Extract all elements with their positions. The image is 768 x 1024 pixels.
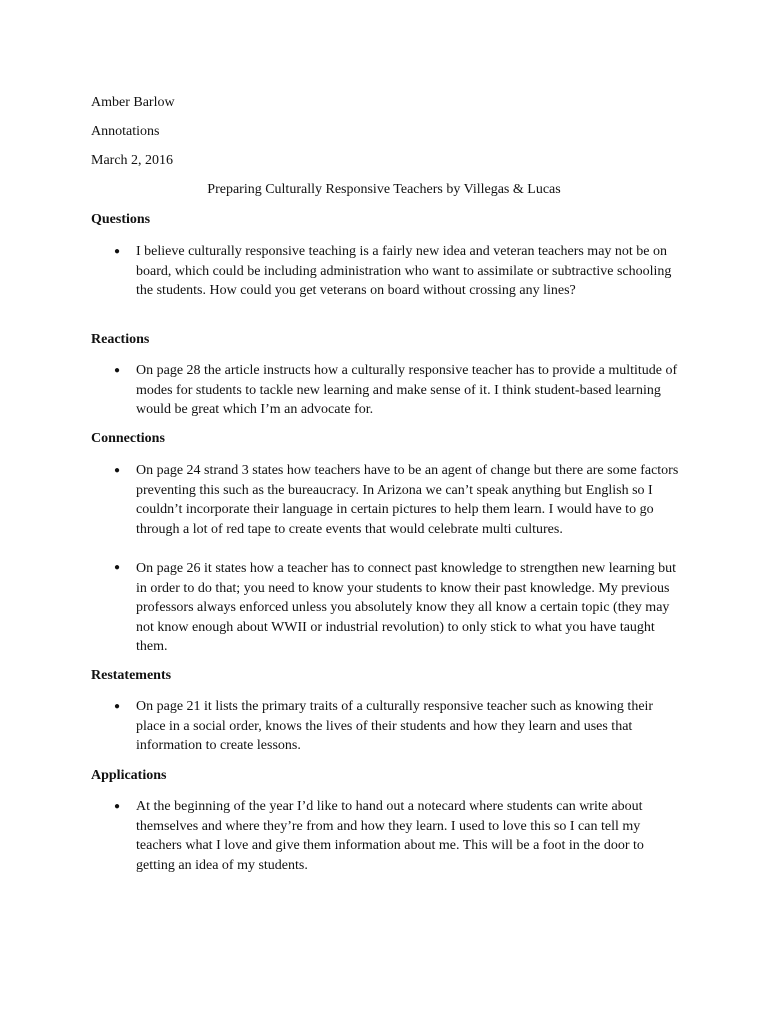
section-heading-reactions: Reactions [91,332,150,347]
section-heading-questions: Questions [91,212,151,227]
section-heading-applications: Applications [91,768,167,783]
bullet-icon: ● [114,562,121,573]
connections-bullet-1: On page 24 strand 3 states how teachers have to be an agent of change but there are some factors preventing this such as the bureaucracy. In Arizona we can’t speak anything but English so I couldn’t incorporate their language in certain pictures to help them learn. I would have to go through a lot of red tape to create events that would celebrate multi cultures. [136,463,679,537]
section-heading-restatements: Restatements [91,668,172,683]
restatements-bullet-1: On page 21 it lists the primary traits of a culturally responsive teacher such as knowing their place in a social order, knows the lives of their students and how they learn and uses that information to create lessons. [136,699,654,754]
section-heading-connections: Connections [91,431,165,446]
applications-bullet-1: At the beginning of the year I’d like to hand out a notecard where students can write about themselves and where they’re from and how they learn. I used to love this so I can tell my teachers what I love and give them information about me. This will be a foot in the door to getting an idea of my students. [136,799,644,873]
bullet-icon: ● [114,365,121,376]
document-title: Preparing Culturally Responsive Teachers by Villegas & Lucas [207,182,561,197]
questions-bullet-1: I believe culturally responsive teaching is a fairly new idea and veteran teachers may not be on board, which could be including administration who want to assimilate or subtractive schooling the students. How could you get veterans on board without crossing any lines? [136,244,672,299]
bullet-icon: ● [114,246,121,257]
document-type: Annotations [91,124,160,139]
author-name: Amber Barlow [91,95,175,110]
bullet-icon: ● [114,465,121,476]
reactions-bullet-1: On page 28 the article instructs how a culturally responsive teacher has to provide a multitude of modes for students to tackle new learning and make sense of it. I think student-based learning would be great which I’m an advocate for. [136,363,678,418]
document-date: March 2, 2016 [91,153,174,168]
bullet-icon: ● [114,801,121,812]
bullet-icon: ● [114,701,121,712]
connections-bullet-2: On page 26 it states how a teacher has to connect past knowledge to strengthen new learning but in order to do that; you need to know your students to know their past knowledge. My previous professors always enforced unless you absolutely know they all know a certain topic (they may not know enough about WWII or industrial revolution) to only stick to what you have taught them. [136,561,677,655]
